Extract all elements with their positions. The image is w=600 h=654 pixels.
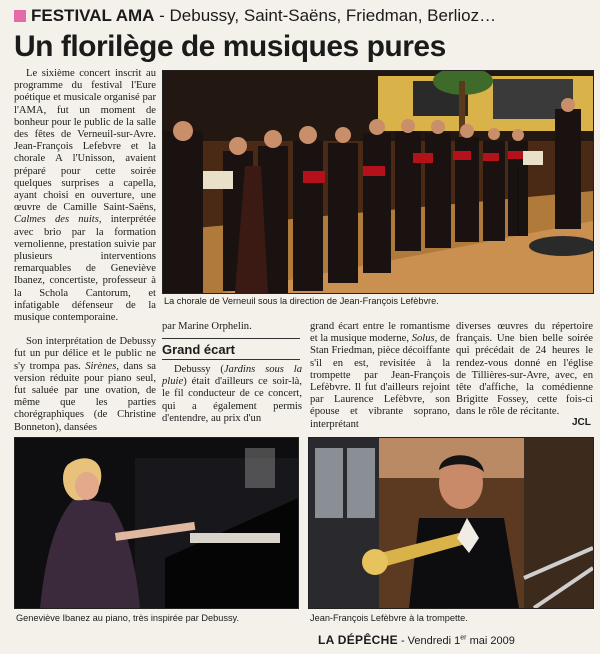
date-prefix: - Vendredi 1 — [397, 635, 461, 647]
trumpet-photo — [308, 437, 594, 609]
piano-caption: Geneviève Ibanez au piano, très inspirée par Debussy. — [16, 613, 240, 623]
page-footer — [318, 633, 515, 647]
column-1 — [14, 68, 156, 434]
section-subtitle: - Debussy, Saint-Saëns, Friedman, Berlioz… — [154, 6, 497, 25]
section-label: FESTIVAL AMA — [31, 6, 155, 25]
column-4 — [456, 321, 593, 419]
date-suffix: mai 2009 — [466, 635, 515, 647]
author-signature: JCL — [572, 417, 591, 428]
column-2-continuation: par Marine Orphelin. — [162, 321, 252, 332]
column-2 — [162, 321, 302, 333]
subhead-rule-bottom — [162, 359, 300, 360]
column-3 — [310, 321, 450, 431]
article-headline: Un florilège de musiques pures — [14, 30, 446, 63]
trumpet-caption: Jean-François Lefèbvre à la trompette. — [310, 613, 468, 623]
intro-paragraph: Le sixième concert inscrit au programme du festival l'Eure poétique et musicale organisé par l'AMA, fut un moment de bonheur pour le public de la salle des fêtes de Verneuil-sur-Avre. Jean-François Lefebvre et la chorale A l'Unisson, avaient préparé pour cette soirée quelques surprises a capella, ayant choisi en ouverture, une œuvre de Camille Saint-Saëns, Calmes des nuits, interprétée avec brio par la formation vernolienne, prestation suivie par plusieurs interventions remarquables de Geneviève Ibanez, concertiste, professeur à la Schola Cantorum, et infatigable défenseur de la musique contemporaine. — [14, 68, 156, 324]
section-kicker — [14, 6, 594, 28]
subheading: Grand écart — [162, 342, 235, 357]
subhead-rule-top — [162, 338, 300, 339]
kicker-square-icon — [14, 10, 26, 22]
column-3-paragraph: grand écart entre le romantisme et la musique moderne, Solus, de Stan Friedman, pièce décoiffante s'il en est, revisitée à la trompette par Jean-François Lefèbvre. Il fut d'ailleurs rejoint par Laurence Lefèbvre, son épouse et vibrante soprano, interprétant — [310, 321, 450, 430]
choir-caption: La chorale de Verneuil sous la direction de Jean-François Lefèbvre. — [164, 296, 439, 306]
date-sup: er — [460, 634, 467, 642]
column-4-paragraph: diverses œuvres du répertoire français. Une bien belle soirée qui précédait de 24 heures le rendez-vous donné en l'église de Tillières-sur-Avre, avec, en tête d'affiche, la comédienne Brigitte Fossey, cette fois-ci dans le rôle de récitante. — [456, 321, 593, 418]
grand-ecart-paragraph: Debussy (Jardins sous la pluie) était d'ailleurs ce soir-là, le fil conducteur de ce concert, qui a également permis d'entendre, au prix d'un — [162, 364, 302, 424]
piano-photo — [14, 437, 299, 609]
second-paragraph: Son interprétation de Debussy fut un pur délice et le public ne s'y trompa pas. Sirènes, dans sa version réduite pour piano seul, fut saluée par une ovation, de même que les parties chorégraphiques (de Christine Bonneton), dansées — [14, 336, 156, 433]
choir-photo — [162, 70, 594, 294]
newspaper-name: LA DÉPÊCHE — [318, 633, 398, 647]
column-2-body — [162, 364, 302, 425]
